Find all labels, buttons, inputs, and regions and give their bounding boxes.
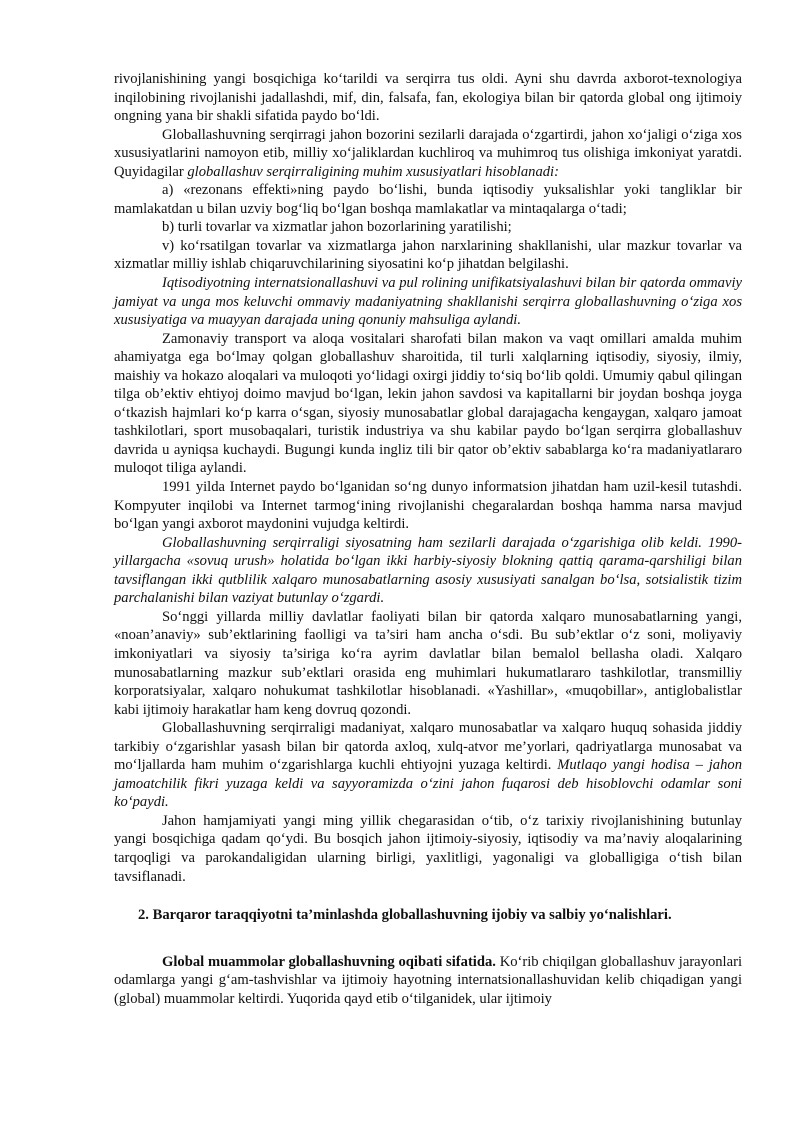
paragraph-new-millennium: Jahon hamjamiyati yangi ming yillik chegarasidan o‘tib, o‘z tarixiy rivojlanishining butunlay yangi bosqichiga qadam qo‘ydi. Bu bosqich jahon ijtimoiy-siyosiy, iqtisodiy va ma’naviy aloqalarining tarqoqligi va parokandaligidan ularning birligi, yaxlitligi, yagonaligi va globalligiga o‘tish bilan tavsiflanadi.	[114, 812, 742, 885]
document-page	[114, 70, 742, 1008]
section-heading: 2. Barqaror taraqqiyotni ta’minlashda globallashuvning ijobiy va salbiy yo‘nalishlari.	[138, 907, 672, 924]
section-gap	[114, 925, 742, 953]
list-item-v: v) ko‘rsatilgan tovarlar va xizmatlarga jahon narxlarining shakllanishi, ular mazkur tovarlar va xizmatlar milliy ishlab chiqaruvchilarining siyosatini ko‘p jihatdan belgilashi.	[114, 237, 742, 273]
paragraph-continuation: rivojlanishining yangi bosqichiga ko‘tarildi va serqirra tus oldi. Ayni shu davrda axborot-texnologiya inqilobining rivojlanishi jadallashdi, mif, din, falsafa, fan, ekologiya bilan bir qatorda global ong ijtimoiy ongning yana bir shakli sifatida paydo bo‘ldi.	[114, 71, 742, 125]
list-item-a: a) «rezonans effekti»ning paydo bo‘lishi, bunda iqtisodiy yuksalishlar yoki tangliklar bir mamlakatdan u bilan uzviy bog‘liq bo‘lgan boshqa mamlakatlar va mintaqalarga o‘tadi;	[114, 182, 742, 217]
paragraph-language: Zamonaviy transport va aloqa vositalari sharofati bilan makon va vaqt omillari amalda muhim ahamiyatga ega bo‘lmay qolgan globallashuv sharoitida, til turli xalqlarning iqtisodiy, siyosiy, ilmiy, maishiy va hokazo aloqalari va muloqoti yo‘lidagi oxirgi jiddiy to‘siq bo‘lib qoldi. Umumiy qabul qilingan tilga ob’ektiv ehtiyoj doimo mavjud bo‘lgan, lekin jahon savdosi va kapitallarni bir joydan boshqa joyga o‘tkazish hajmlari ko‘p karra o‘sgan, siyosiy munosabatlar global darajagacha kengaygan, xalqaro jamoat tashkilotlari, sport musobaqalari, turistik industriya va shu kabilar paydo bo‘lgan serqirra globallashuv davrida u ayniqsa kuchaydi. Bugungi kunda ingliz tili bir qator ob’ektiv sabablarga ko‘ra madaniyatlararo muloqot tiliga aylandi.	[114, 330, 742, 477]
paragraph-text: Globallashuvning serqirragi jahon bozorini sezilarli darajada o‘zgartirdi, jahon xo‘jaligi o‘ziga xos xususiyatlarini namoyon etib, milliy xo‘jaliklardan kuchliroq va muhimroq tus olishiga imkoniyat yaratdi. Quyidagilar	[114, 126, 742, 180]
paragraph-italic-text: Mutlaqo yangi hodisa – jahon jamoatchilik fikri yuzaga keldi va sayyoramizda o‘zini jahon fuqarosi deb hisoblovchi odamlar soni ko‘paydi.	[114, 757, 742, 811]
paragraph-mass-culture: Iqtisodiyotning internatsionallashuvi va pul rolining unifikatsiyalashuvi bilan bir qatorda ommaviy jamiyat va unga mos keluvchi ommaviy madaniyatning shakllanishi serqirra globallashuvning o‘ziga xos xususiyatiga va muayyan darajada uning qonuniy mahsuliga aylandi.	[114, 275, 742, 329]
paragraph-subjects: So‘nggi yillarda milliy davlatlar faoliyati bilan bir qatorda xalqaro munosabatlarning yangi, «noan’anaviy» sub’ektlarining faolligi va ta’siri ham ancha o‘sdi. Bu sub’ektlar o‘z soni, moliyaviy imkoniyatlari va siyosiy ta’siriga ko‘ra ayrim davlatlar bilan bemalol bellasha oladi. Xalqaro munosabatlarning mazkur sub’ektlari orasida eng muhimlari hukumatlararo tashkilotlar, transmilliy korporatsiyalar, xalqaro nohukumat tashkilotlar hisoblanadi. «Yashillar», «muqobillar», antiglobalistlar kabi ijtimoiy harakatlar ham keng dovruq qozondi.	[114, 608, 742, 718]
paragraph-text: Globallashuvning serqirraligi madaniyat, xalqaro munosabatlar va xalqaro huquq sohasida jiddiy tarkibiy o‘zgarishlar yasash bilan bir qatorda axloq, xulq-atvor me’yorlari, qadriyatlarga munosabat va mo‘ljallarda ham muhim o‘zgarishlarga kuchli ehtiyojni yuzaga keltirdi.	[114, 720, 742, 774]
paragraph-global-problems	[114, 953, 742, 1009]
paragraph-culture	[114, 719, 742, 812]
paragraph-italic-text: globallashuv serqirraligining muhim xususiyatlari hisoblanadi:	[187, 163, 559, 180]
list-item-b: b) turli tovarlar va xizmatlar jahon bozorlarining yaratilishi;	[162, 219, 512, 236]
paragraph-bold-lead: Global muammolar globallashuvning oqibati sifatida.	[162, 953, 496, 970]
paragraph-internet: 1991 yilda Internet paydo bo‘lganidan so‘ng dunyo informatsion jihatdan ham uzil-kesil tutashdi. Kompyuter inqilobi va Internet tarmog‘ining rivojlanishi chegaralardan boshqa hamma narsa mavjud bo‘lgan yangi axborot maydonini vujudga keltirdi.	[114, 479, 742, 533]
paragraph-world-market	[114, 126, 742, 182]
paragraph-politics: Globallashuvning serqirraligi siyosatning ham sezilarli darajada o‘zgarishiga olib keldi. 1990-yillargacha «sovuq urush» holatida bo‘lgan ikki harbiy-siyosiy blokning qattiq qarama-qarshiligi bilan tavsiflangan ikki qutblilik xalqaro munosabatlarning asosiy xususiyati sanalgan bo‘lsa, sotsialistik tizim parchalanishi bilan vaziyat butunlay o‘zgardi.	[114, 534, 742, 607]
paragraph-text: Ko‘rib chiqilgan globallashuv jarayonlari odamlarga yangi g‘am-tashvishlar va ijtimoiy hayotning internatsionallashuvidan kelib chiqadigan yangi (global) muammolar keltirdi. Yuqorida qayd etib o‘tilganidek, ular ijtimoiy	[114, 953, 742, 1007]
